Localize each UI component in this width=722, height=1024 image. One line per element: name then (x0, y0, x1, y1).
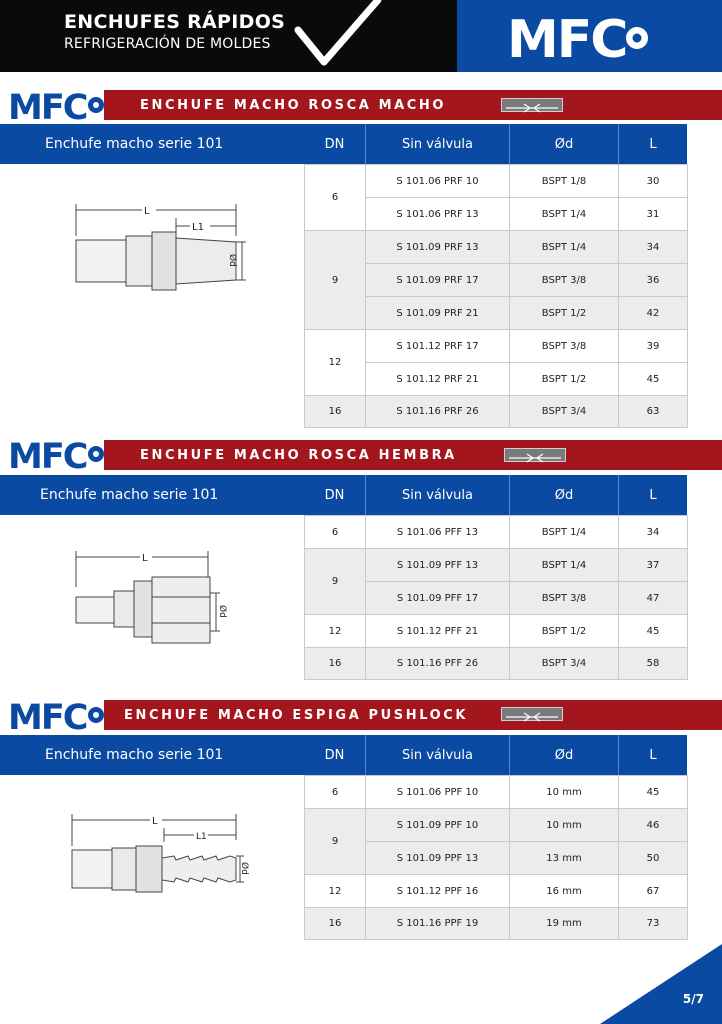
l-cell: 45 (619, 776, 688, 809)
od-cell: BSPT 1/4 (510, 549, 619, 582)
coupling-arrow-icon (501, 98, 563, 112)
od-cell: 10 mm (510, 809, 619, 842)
table-row (305, 875, 688, 908)
mfc-logo (507, 14, 653, 60)
code-cell: S 101.16 PFF 26 (366, 648, 510, 680)
od-cell: BSPT 1/2 (510, 615, 619, 648)
l-cell: 34 (619, 516, 688, 549)
code-cell: S 101.09 PRF 13 (366, 231, 510, 264)
od-cell: 19 mm (510, 908, 619, 940)
table-row (305, 615, 688, 648)
od-cell: BSPT 3/4 (510, 396, 619, 428)
table-row (305, 648, 688, 680)
code-cell: S 101.09 PFF 13 (366, 549, 510, 582)
coupling-drawing (64, 810, 254, 910)
dn-cell: 6 (305, 776, 366, 809)
coupling-drawing (66, 196, 256, 296)
l-cell: 58 (619, 648, 688, 680)
col-header-l: L (618, 475, 687, 515)
svg-text:Ød: Ød (217, 605, 227, 618)
col-header-od: Ød (509, 735, 618, 775)
od-cell: 13 mm (510, 842, 619, 875)
dn-cell: 12 (305, 330, 366, 396)
dn-cell: 16 (305, 648, 366, 680)
table-row (305, 396, 688, 428)
svg-text:MFC: MFC (507, 14, 627, 60)
code-cell: S 101.06 PFF 13 (366, 516, 510, 549)
l-cell: 36 (619, 264, 688, 297)
od-cell: BSPT 3/4 (510, 648, 619, 680)
l-cell: 42 (619, 297, 688, 330)
l-cell: 46 (619, 809, 688, 842)
code-cell: S 101.09 PPF 13 (366, 842, 510, 875)
page-number: 5/7 (682, 992, 704, 1006)
svg-text:MFC: MFC (8, 88, 87, 122)
l-cell: 31 (619, 198, 688, 231)
dn-cell: 16 (305, 396, 366, 428)
l-cell: 34 (619, 231, 688, 264)
section-title: ENCHUFE MACHO ROSCA HEMBRA (140, 447, 457, 463)
product-table (304, 515, 688, 680)
col-header-dn: DN (304, 735, 365, 775)
od-cell: BSPT 1/4 (510, 231, 619, 264)
svg-text:L: L (142, 553, 148, 564)
l-cell: 30 (619, 165, 688, 198)
series-label: Enchufe macho serie 101 (45, 747, 224, 763)
product-table (304, 164, 688, 428)
od-cell: BSPT 1/4 (510, 516, 619, 549)
series-bar (0, 735, 304, 775)
table-row (305, 776, 688, 809)
dn-cell: 12 (305, 615, 366, 648)
code-cell: S 101.12 PPF 16 (366, 875, 510, 908)
table-row (305, 330, 688, 363)
series-bar (0, 124, 304, 164)
od-cell: BSPT 1/2 (510, 297, 619, 330)
l-cell: 45 (619, 363, 688, 396)
code-cell: S 101.09 PPF 10 (366, 809, 510, 842)
dn-cell: 9 (305, 549, 366, 615)
table-row (305, 809, 688, 842)
svg-text:L: L (152, 816, 158, 827)
col-header-valve: Sin válvula (365, 124, 509, 164)
svg-text:L1: L1 (196, 832, 207, 842)
col-header-od: Ød (509, 124, 618, 164)
header-title: ENCHUFES RÁPIDOS (64, 11, 286, 33)
page-corner-triangle (600, 944, 722, 1024)
svg-text:Ød: Ød (227, 254, 237, 267)
dn-cell: 16 (305, 908, 366, 940)
dn-cell: 6 (305, 165, 366, 231)
code-cell: S 101.12 PRF 17 (366, 330, 510, 363)
section-title-band (104, 700, 722, 730)
l-cell: 39 (619, 330, 688, 363)
svg-text:L: L (144, 206, 150, 217)
series-label: Enchufe macho serie 101 (40, 487, 219, 503)
od-cell: 10 mm (510, 776, 619, 809)
section-title-band (104, 440, 722, 470)
table-row (305, 165, 688, 198)
section-title: ENCHUFE MACHO ROSCA MACHO (140, 97, 447, 113)
table-row (305, 908, 688, 940)
checkmark-icon (294, 0, 384, 72)
col-header-dn: DN (304, 475, 365, 515)
code-cell: S 101.06 PRF 10 (366, 165, 510, 198)
code-cell: S 101.09 PRF 21 (366, 297, 510, 330)
code-cell: S 101.16 PRF 26 (366, 396, 510, 428)
l-cell: 67 (619, 875, 688, 908)
col-header-l: L (618, 735, 687, 775)
od-cell: BSPT 1/2 (510, 363, 619, 396)
code-cell: S 101.12 PFF 21 (366, 615, 510, 648)
od-cell: BSPT 3/8 (510, 582, 619, 615)
svg-text:MFC: MFC (8, 698, 87, 732)
table-row (305, 231, 688, 264)
section-title: ENCHUFE MACHO ESPIGA PUSHLOCK (124, 707, 469, 723)
od-cell: BSPT 3/8 (510, 330, 619, 363)
od-cell: BSPT 3/8 (510, 264, 619, 297)
svg-text:MFC: MFC (8, 437, 87, 471)
l-cell: 50 (619, 842, 688, 875)
series-label: Enchufe macho serie 101 (45, 136, 224, 152)
l-cell: 73 (619, 908, 688, 940)
col-header-valve: Sin válvula (365, 735, 509, 775)
od-cell: 16 mm (510, 875, 619, 908)
table-row (305, 549, 688, 582)
series-bar (0, 475, 304, 515)
l-cell: 63 (619, 396, 688, 428)
svg-text:L1: L1 (192, 222, 204, 233)
l-cell: 45 (619, 615, 688, 648)
svg-text:Ød: Ød (239, 862, 249, 875)
coupling-arrow-icon (504, 448, 566, 462)
dn-cell: 6 (305, 516, 366, 549)
code-cell: S 101.12 PRF 21 (366, 363, 510, 396)
od-cell: BSPT 1/4 (510, 198, 619, 231)
col-header-valve: Sin válvula (365, 475, 509, 515)
l-cell: 37 (619, 549, 688, 582)
l-cell: 47 (619, 582, 688, 615)
mfc-logo (8, 88, 106, 122)
col-header-dn: DN (304, 124, 365, 164)
coupling-drawing (66, 547, 256, 647)
code-cell: S 101.16 PPF 19 (366, 908, 510, 940)
product-table (304, 775, 688, 940)
dn-cell: 9 (305, 231, 366, 330)
table-row (305, 516, 688, 549)
mfc-logo (8, 698, 106, 732)
dn-cell: 9 (305, 809, 366, 875)
od-cell: BSPT 1/8 (510, 165, 619, 198)
code-cell: S 101.06 PPF 10 (366, 776, 510, 809)
dn-cell: 12 (305, 875, 366, 908)
code-cell: S 101.09 PFF 17 (366, 582, 510, 615)
coupling-arrow-icon (501, 707, 563, 721)
col-header-od: Ød (509, 475, 618, 515)
code-cell: S 101.06 PRF 13 (366, 198, 510, 231)
header-subtitle: REFRIGERACIÓN DE MOLDES (64, 36, 271, 52)
code-cell: S 101.09 PRF 17 (366, 264, 510, 297)
section-title-band (104, 90, 722, 120)
mfc-logo (8, 437, 106, 471)
col-header-l: L (618, 124, 687, 164)
